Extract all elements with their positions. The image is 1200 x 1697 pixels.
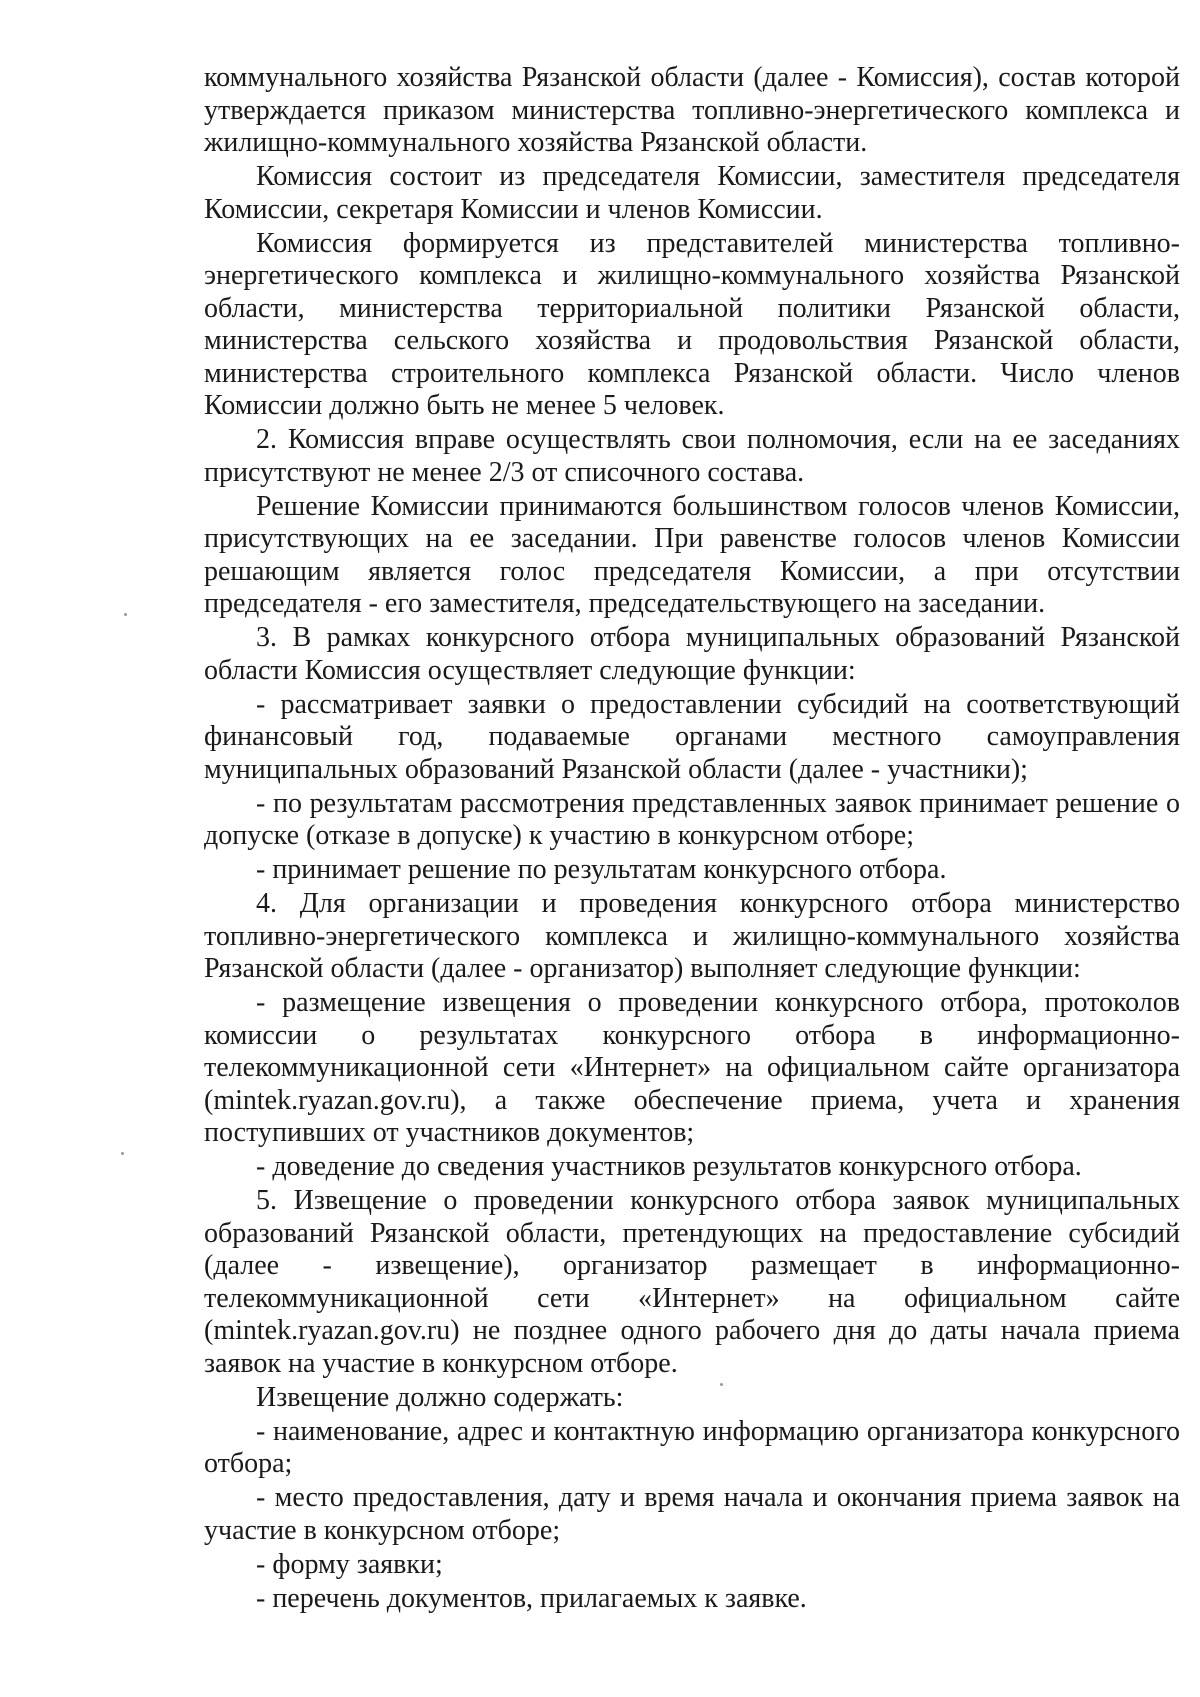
paragraph: 5. Извещение о проведении конкурсного отбора заявок муниципальных образований Рязанской области, претендующих на предоставление субсидий (далее - извещение), организатор размещает в информационно-телекоммуникационной сети «Интернет» на официальном сайте (mintek.ryazan.gov.ru) не позднее одного рабочего дня до даты начала приема заявок на участие в конкурсном отборе. xyxy=(204,1185,1180,1379)
list-item: - по результатам рассмотрения представленных заявок принимает решение о допуске (отказе в допуске) к участию в конкурсном отборе; xyxy=(204,787,1180,851)
list-item: - место предоставления, дату и время начала и окончания приема заявок на участие в конкурсном отборе; xyxy=(204,1482,1180,1546)
list-item: - принимает решение по результатам конкурсного отбора. xyxy=(256,854,947,885)
paragraph: Комиссия состоит из председателя Комиссии, заместителя председателя Комиссии, секретаря Комиссии и членов Комиссии. xyxy=(204,161,1180,225)
list-item: - форму заявки; xyxy=(256,1548,443,1580)
scan-speck xyxy=(124,613,127,616)
list-item: - наименование, адрес и контактную информацию организатора конкурсного отбора; xyxy=(204,1415,1180,1479)
list-item: - перечень документов, прилагаемых к заявке. xyxy=(256,1582,807,1614)
scan-speck xyxy=(121,1152,124,1155)
paragraph: Решение Комиссии принимаются большинством голосов членов Комиссии, присутствующих на ее заседании. При равенстве голосов членов Комиссии решающим является голос председателя Комиссии, а при отсутствии председателя - его заместителя, председательствующего на заседании. xyxy=(204,490,1180,619)
paragraph: коммунального хозяйства Рязанской области (далее - Комиссия), состав которой утверждается приказом министерства топливно-энергетического комплекса и жилищно-коммунального хозяйства Рязанской области. xyxy=(204,62,1180,158)
paragraph: Извещение должно содержать: xyxy=(256,1381,624,1413)
list-item: - рассматривает заявки о предоставлении субсидий на соответствующий финансовый год, подаваемые органами местного самоуправления муниципальных образований Рязанской области (далее - участники); xyxy=(204,688,1180,785)
paragraph: 2. Комиссия вправе осуществлять свои полномочия, если на ее заседаниях присутствуют не менее 2/3 от списочного состава. xyxy=(204,424,1180,488)
list-item: - размещение извещения о проведении конкурсного отбора, протоколов комиссии о результатах конкурсного отбора в информационно-телекоммуникационной сети «Интернет» на официальном сайте организатора (mintek.ryazan.gov.ru), а также обеспечение приема, учета и хранения поступивших от участников документов; xyxy=(204,987,1180,1148)
paragraph: 4. Для организации и проведения конкурсного отбора министерство топливно-энергетического комплекса и жилищно-коммунального хозяйства Рязанской области (далее - организатор) выполняет следующие функции: xyxy=(204,888,1180,984)
document-body xyxy=(204,62,1180,1617)
list-item: - доведение до сведения участников результатов конкурсного отбора. xyxy=(256,1151,1082,1182)
scan-speck xyxy=(720,1383,723,1386)
paragraph: Комиссия формируется из представителей министерства топливно-энергетического комплекса и жилищно-коммунального хозяйства Рязанской области, министерства территориальной политики Рязанской области, министерства сельского хозяйства и продовольствия Рязанской области, министерства строительного комплекса Рязанской области. Число членов Комиссии должно быть не менее 5 человек. xyxy=(204,227,1180,421)
paragraph: 3. В рамках конкурсного отбора муниципальных образований Рязанской области Комиссия осуществляет следующие функции: xyxy=(204,622,1180,686)
